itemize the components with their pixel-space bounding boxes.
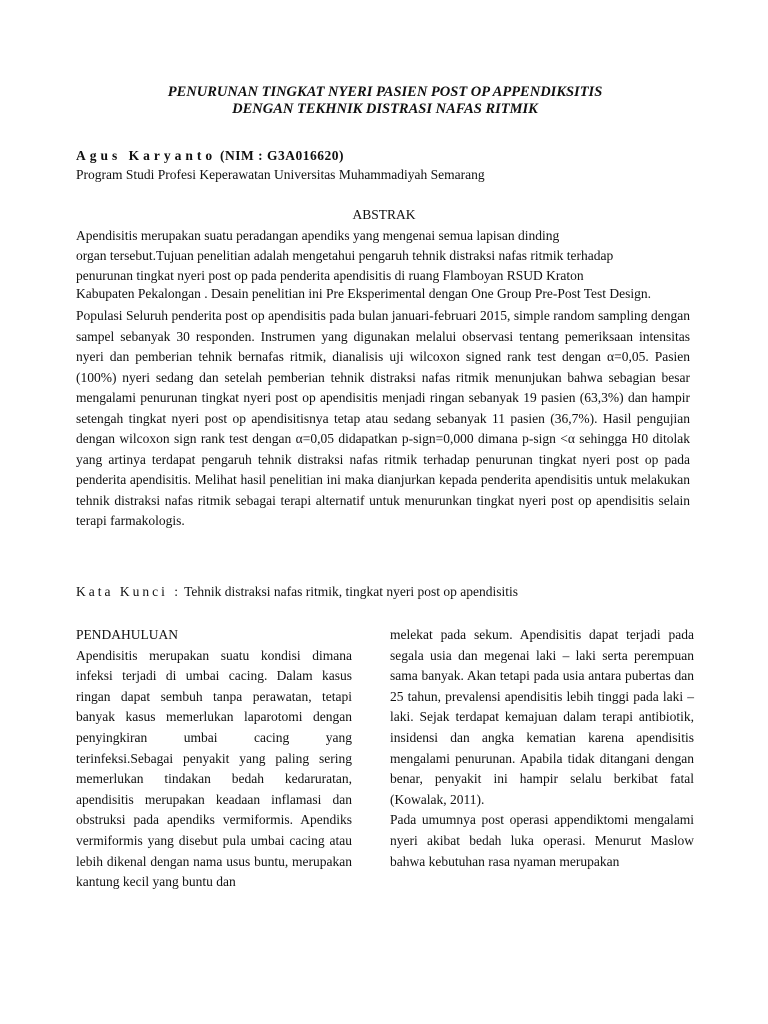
abstract-body	[76, 226, 690, 532]
abstract-heading: ABSTRAK	[352, 207, 416, 222]
abstract-line: penurunan tingkat nyeri post op pada penderita apendisitis di ruang Flamboyan RSUD Kraton	[76, 268, 584, 283]
paper-title	[60, 84, 710, 118]
keywords-text: Tehnik distraksi nafas ritmik, tingkat nyeri post op apendisitis	[184, 584, 519, 599]
author-line	[76, 148, 344, 164]
author-name: Agus Karyanto	[76, 148, 217, 163]
abstract-line: Kabupaten Pekalongan . Desain penelitian ini Pre Eksperimental dengan One Group Pre-Post Test Design.	[76, 286, 652, 301]
column-left	[76, 625, 352, 893]
author-nim: (NIM : G3A016620)	[220, 148, 344, 163]
column-right	[390, 625, 694, 872]
abstract-line: Apendisitis merupakan suatu peradangan apendiks yang mengenai semua lapisan dinding	[76, 228, 560, 243]
title-line-1: PENURUNAN TINGKAT NYERI PASIEN POST OP APPENDIKSITIS	[167, 84, 603, 100]
keywords-label: Kata Kunci :	[76, 584, 181, 599]
body-paragraph: melekat pada sekum. Apendisitis dapat terjadi pada segala usia dan megenai laki – laki serta perempuan sama banyak. Akan tetapi pada usia antara pubertas dan 25 tahun, prevalensi apendisitis lebih tinggi pada laki – laki. Sejak terdapat kemajuan dalam terapi antibiotik, insidensi dan angka kematian karena apendisitis mengalami penurunan. Apabila tidak ditangani dengan benar, penyakit ini hampir selalu berkibat fatal (Kowalak, 2011).	[390, 627, 694, 807]
keywords	[76, 584, 518, 600]
abstract-line: organ tersebut.Tujuan penelitian adalah mengetahui pengaruh tehnik distraksi nafas ritmik terhadap	[76, 248, 614, 263]
body-paragraph: Apendisitis merupakan suatu kondisi dimana infeksi terjadi di umbai cacing. Dalam kasus ringan dapat sembuh tanpa perawatan, tetapi banyak kasus memerlukan laparotomi dengan penyingkiran umbai cacing yang terinfeksi.Sebagai penyakit yang paling sering memerlukan tindakan bedah kedaruratan, apendisitis merupakan keadaan inflamasi dan obstruksi pada apendiks vermiformis. Apendiks vermiformis yang disebut pula umbai cacing atau lebih dikenal dengan nama usus buntu, merupakan kantung kecil yang buntu dan	[76, 647, 352, 890]
affiliation: Program Studi Profesi Keperawatan Universitas Muhammadiyah Semarang	[76, 167, 485, 182]
title-line-2: DENGAN TEKHNIK DISTRASI NAFAS RITMIK	[232, 101, 538, 117]
abstract-paragraph: Populasi Seluruh penderita post op apendisitis pada bulan januari-februari 2015, simple random sampling dengan sampel sebanyak 30 responden. Instrumen yang digunakan melalui observasi tentang pemeriksaan intensitas nyeri dan pemberian tehnik bernafas ritmik, dianalisis uji wilcoxon signed rank test dengan α=0,05. Pasien (100%) nyeri sedang dan setelah pemberian tehnik distraksi nafas ritmik menunjukan bahwa sebagian besar mengalami penurunan tingkat nyeri post op apendisitis menjadi ringan sebanyak 19 pasien (63,3%) dan hampir setengah tingkat nyeri post op apendisitisnya tetap atau sedang sebanyak 11 pasien (36,7%). Hasil pengujian dengan wilcoxon sign rank test dengan α=0,05 didapatkan p-sign=0,000 dimana p-sign <α sehingga H0 ditolak yang artinya terdapat pengaruh tehnik distraksi nafas ritmik terhadap penurunan tingkat nyeri post op pada penderita apendisitis. Melihat hasil penelitian ini maka dianjurkan kepada penderita apendisitis untuk melakukan tehnik distraksi nafas ritmik sebagai terapi alternatif untuk menurunkan tingkat nyeri post op apendisitis selain terapi farmakologis.	[76, 308, 690, 528]
section-heading: PENDAHULUAN	[76, 627, 178, 642]
body-paragraph: Pada umumnya post operasi appendiktomi mengalami nyeri akibat bedah luka operasi. Menurut Maslow bahwa kebutuhan rasa nyaman merupakan	[390, 812, 694, 869]
